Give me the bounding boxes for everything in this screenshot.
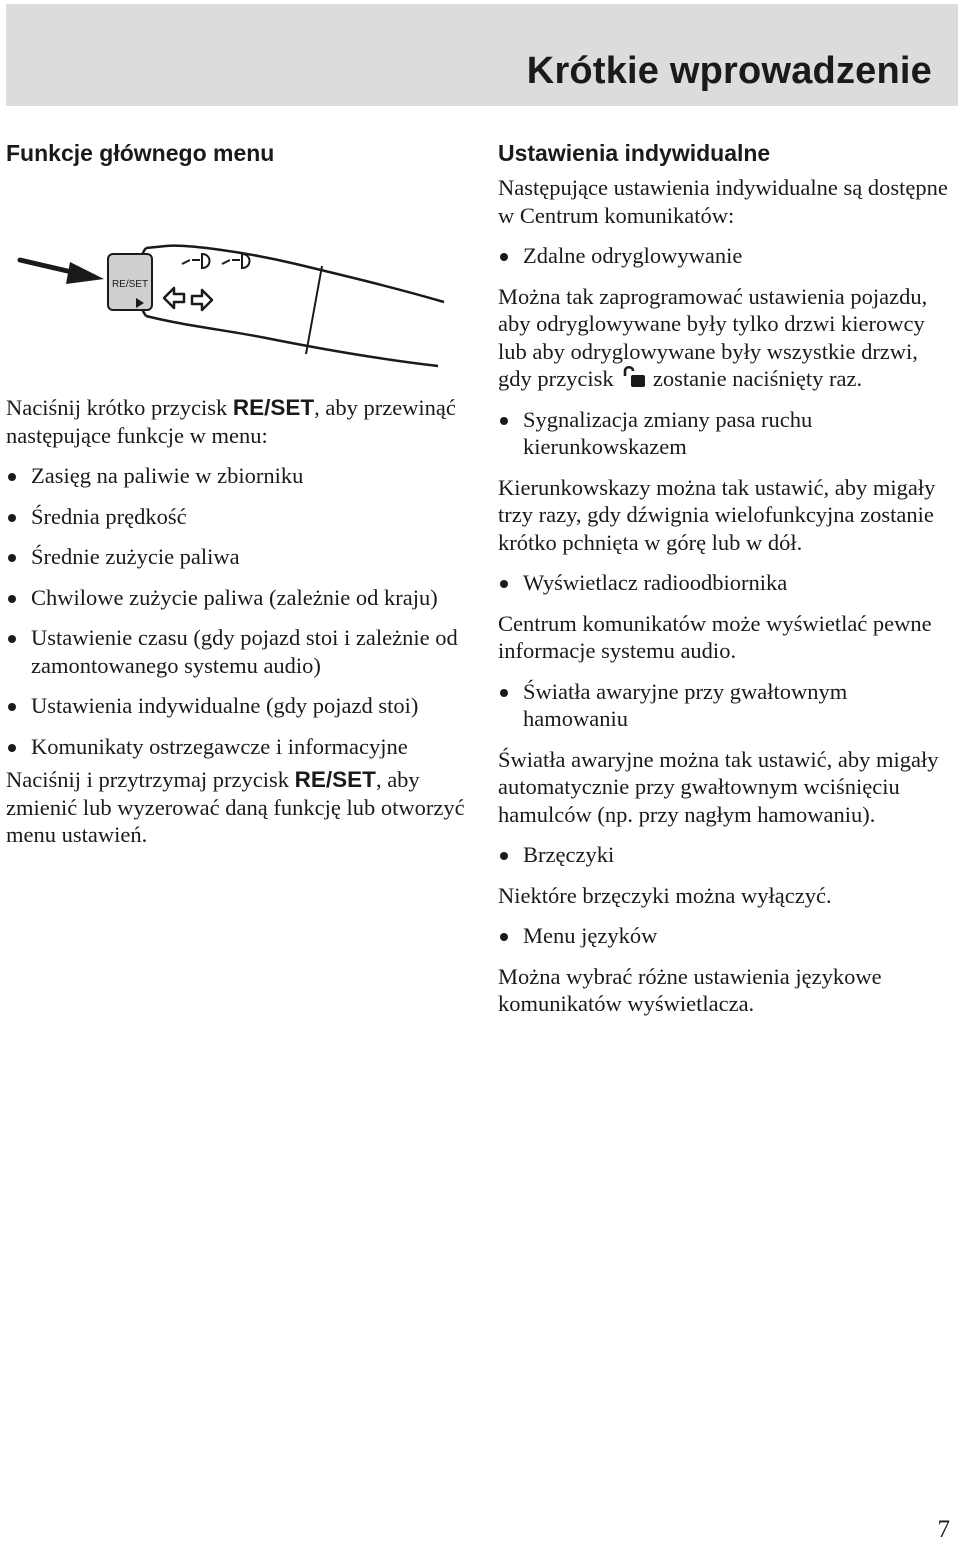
settings-list-2 — [498, 406, 954, 461]
page-number: 7 — [937, 1516, 950, 1543]
unlock-icon — [621, 365, 647, 389]
push-arrow-line — [20, 260, 76, 273]
settings-intro: Następujące ustawienia indywidualne są dostępne w Centrum komunikatów: — [498, 175, 948, 228]
list-item: Sygnalizacja zmiany pasa ruchu kierunkowskazem — [498, 406, 954, 461]
list-item: Światła awaryjne przy gwałtownym hamowaniu — [498, 678, 954, 733]
section-heading-individual-settings: Ustawienia indywidualne — [498, 140, 771, 166]
push-arrow-head — [66, 262, 104, 284]
direction-arrows-icon — [164, 288, 212, 310]
left-column — [6, 138, 476, 862]
list-item: Zasięg na paliwie w zbiorniku — [6, 462, 476, 490]
reset-button-label: RE/SET — [111, 279, 149, 290]
setting-description: Niektóre brzęczyki można wyłączyć. — [498, 882, 832, 908]
intro-paragraph: Naciśnij krótko przycisk RE/SET, aby przewinąć następujące funkcje w menu: — [6, 395, 456, 448]
list-item: Ustawienia indywidualne (gdy pojazd stoi) — [6, 692, 476, 720]
beam-symbols — [182, 254, 250, 268]
setting-description: Kierunkowskazy można tak ustawić, aby migały trzy razy, gdy dźwignia wielofunkcyjna zostanie krótko pchnięta w górę lub w dół. — [498, 474, 936, 555]
menu-functions-list — [6, 462, 476, 760]
list-item: Komunikaty ostrzegawcze i informacyjne — [6, 733, 476, 761]
stalk-diagram — [6, 180, 466, 390]
list-item: Menu języków — [498, 922, 954, 950]
settings-list-4 — [498, 678, 954, 733]
list-item: Średnia prędkość — [6, 503, 476, 531]
setting-description: Można wybrać różne ustawienia językowe komunikatów wyświetlacza. — [498, 963, 882, 1016]
setting-description: Centrum komunikatów może wyświetlać pewne informacje systemu audio. — [498, 610, 932, 663]
list-item: Wyświetlacz radioodbiornika — [498, 569, 954, 597]
hold-paragraph: Naciśnij i przytrzymaj przycisk RE/SET, aby zmienić lub wyzerować daną funkcję lub otworzyć menu ustawień. — [6, 767, 465, 847]
reset-key-label: RE/SET — [232, 395, 315, 420]
reset-key-label: RE/SET — [294, 767, 376, 792]
settings-list-5 — [498, 841, 954, 869]
stalk-top-edge — [146, 246, 444, 302]
section-heading-main-menu: Funkcje głównego menu — [6, 140, 275, 166]
setting-description: Można tak zaprogramować ustawienia pojazdu, aby odryglowywane były tylko drzwi kierowcy lub aby odryglowywane były wszystkie drzwi, gdy przycisk zostanie naciśnięty raz. — [498, 283, 928, 391]
list-item: Zdalne odryglowywanie — [498, 242, 954, 270]
settings-list-3 — [498, 569, 954, 597]
page-title: Krótkie wprowadzenie — [526, 50, 932, 92]
list-item: Ustawienie czasu (gdy pojazd stoi i zależnie od zamontowanego systemu audio) — [6, 624, 476, 679]
list-item: Chwilowe zużycie paliwa (zależnie od kraju) — [6, 584, 476, 612]
stalk-bottom-edge — [146, 316, 438, 366]
settings-list-1 — [498, 242, 954, 270]
stalk-ridge — [306, 266, 322, 354]
settings-list-6 — [498, 922, 954, 950]
list-item: Brzęczyki — [498, 841, 954, 869]
right-column — [498, 138, 954, 1031]
setting-description: Światła awaryjne można tak ustawić, aby migały automatycznie przy gwałtownym wciśnięciu hamulców (np. przy nagłym hamowaniu). — [498, 746, 939, 827]
list-item: Średnie zużycie paliwa — [6, 543, 476, 571]
